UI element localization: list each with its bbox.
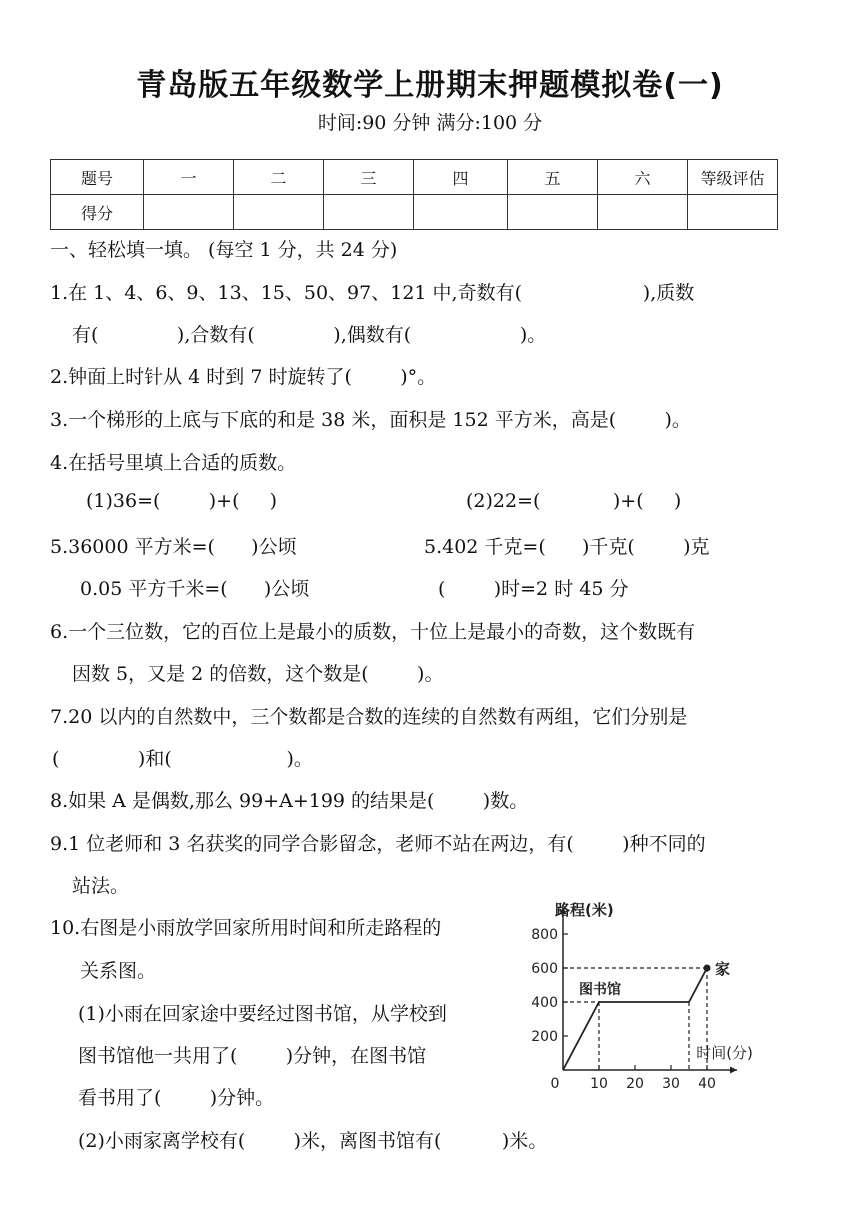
question-5-item-2: 5.402 千克=( )千克( )克 bbox=[424, 536, 710, 558]
question-10-part-1-line-1: (1)小雨在回家途中要经过图书馆，从学校到 bbox=[78, 1003, 447, 1025]
x-axis-label: 时间(分) bbox=[696, 1044, 753, 1062]
score-cell[interactable] bbox=[688, 195, 778, 230]
question-5-item-4: ( )时=2 时 45 分 bbox=[438, 578, 629, 600]
score-cell[interactable] bbox=[508, 195, 598, 230]
score-row-label: 得分 bbox=[51, 195, 144, 230]
question-10-part-1-line-2: 图书馆他一共用了( )分钟，在图书馆 bbox=[78, 1045, 427, 1067]
question-1-line-2: 有( ),合数有( ),偶数有( )。 bbox=[72, 324, 547, 346]
exam-time-score: 时间:90 分钟 满分:100 分 bbox=[317, 112, 543, 134]
x-axis-arrow bbox=[730, 1067, 737, 1074]
question-10-line-1: 10.右图是小雨放学回家所用时间和所走路程的 bbox=[50, 917, 442, 939]
page-title: 青岛版五年级数学上册期末押题模拟卷(一) bbox=[136, 68, 724, 103]
question-3: 3.一个梯形的上底与下底的和是 38 米，面积是 152 平方米，高是( )。 bbox=[50, 409, 691, 431]
y-axis-label: 路程(米) bbox=[555, 901, 614, 919]
question-7-line-2: ( )和( )。 bbox=[52, 748, 313, 770]
question-1-line-1: 1.在 1、4、6、9、13、15、50、97、121 中,奇数有( ),质数 bbox=[50, 282, 695, 304]
section-heading: 一、轻松填一填。 (每空 1 分，共 24 分) bbox=[50, 239, 398, 261]
question-6-line-2: 因数 5，又是 2 的倍数，这个数是( )。 bbox=[72, 663, 444, 685]
question-5-item-1: 5.36000 平方米=( )公顷 bbox=[50, 536, 297, 558]
y-tick-label: 200 bbox=[531, 1029, 558, 1045]
distance-time-chart bbox=[528, 893, 808, 1103]
question-10-line-2: 关系图。 bbox=[80, 960, 157, 982]
score-table-header-row bbox=[51, 160, 778, 195]
x-tick-label: 30 bbox=[662, 1076, 680, 1092]
y-tick-label: 400 bbox=[531, 995, 558, 1011]
x-tick-label: 0 bbox=[550, 1076, 560, 1092]
home-annotation: 家 bbox=[715, 960, 731, 978]
score-head-cell: 二 bbox=[234, 160, 324, 195]
question-10-part-2: (2)小雨家离学校有( )米，离图书馆有( )米。 bbox=[78, 1130, 548, 1152]
home-point bbox=[704, 965, 711, 972]
x-tick-label: 40 bbox=[698, 1076, 716, 1092]
question-6-line-1: 6.一个三位数，它的百位上是最小的质数，十位上是最小的奇数，这个数既有 bbox=[50, 621, 696, 643]
score-head-cell: 一 bbox=[144, 160, 234, 195]
question-8: 8.如果 A 是偶数,那么 99+A+199 的结果是( )数。 bbox=[50, 790, 529, 812]
question-5-item-3: 0.05 平方千米=( )公顷 bbox=[80, 578, 310, 600]
score-table bbox=[50, 159, 778, 230]
question-2: 2.钟面上时针从 4 时到 7 时旋转了( )°。 bbox=[50, 366, 437, 388]
score-cell[interactable] bbox=[324, 195, 414, 230]
score-head-cell: 等级评估 bbox=[688, 160, 778, 195]
score-head-cell: 四 bbox=[414, 160, 508, 195]
score-cell[interactable] bbox=[598, 195, 688, 230]
score-head-cell: 题号 bbox=[51, 160, 144, 195]
question-9-line-2: 站法。 bbox=[72, 875, 130, 897]
score-cell[interactable] bbox=[414, 195, 508, 230]
question-4-part-2: (2)22=( )+( ) bbox=[466, 490, 682, 512]
y-tick-label: 600 bbox=[531, 961, 558, 977]
question-7-line-1: 7.20 以内的自然数中，三个数都是合数的连续的自然数有两组，它们分别是 bbox=[50, 706, 688, 728]
x-tick-label: 20 bbox=[626, 1076, 644, 1092]
score-head-cell: 五 bbox=[508, 160, 598, 195]
x-tick-label: 10 bbox=[590, 1076, 608, 1092]
score-table-score-row bbox=[51, 195, 778, 230]
y-tick-label: 800 bbox=[531, 927, 558, 943]
question-9-line-1: 9.1 位老师和 3 名获奖的同学合影留念，老师不站在两边，有( )种不同的 bbox=[50, 833, 706, 855]
question-10-part-1-line-3: 看书用了( )分钟。 bbox=[78, 1087, 275, 1109]
score-cell[interactable] bbox=[144, 195, 234, 230]
score-head-cell: 三 bbox=[324, 160, 414, 195]
score-cell[interactable] bbox=[234, 195, 324, 230]
question-4: 4.在括号里填上合适的质数。 bbox=[50, 452, 297, 474]
score-head-cell: 六 bbox=[598, 160, 688, 195]
library-annotation: 图书馆 bbox=[579, 982, 621, 998]
question-4-part-1: (1)36=( )+( ) bbox=[86, 490, 278, 512]
